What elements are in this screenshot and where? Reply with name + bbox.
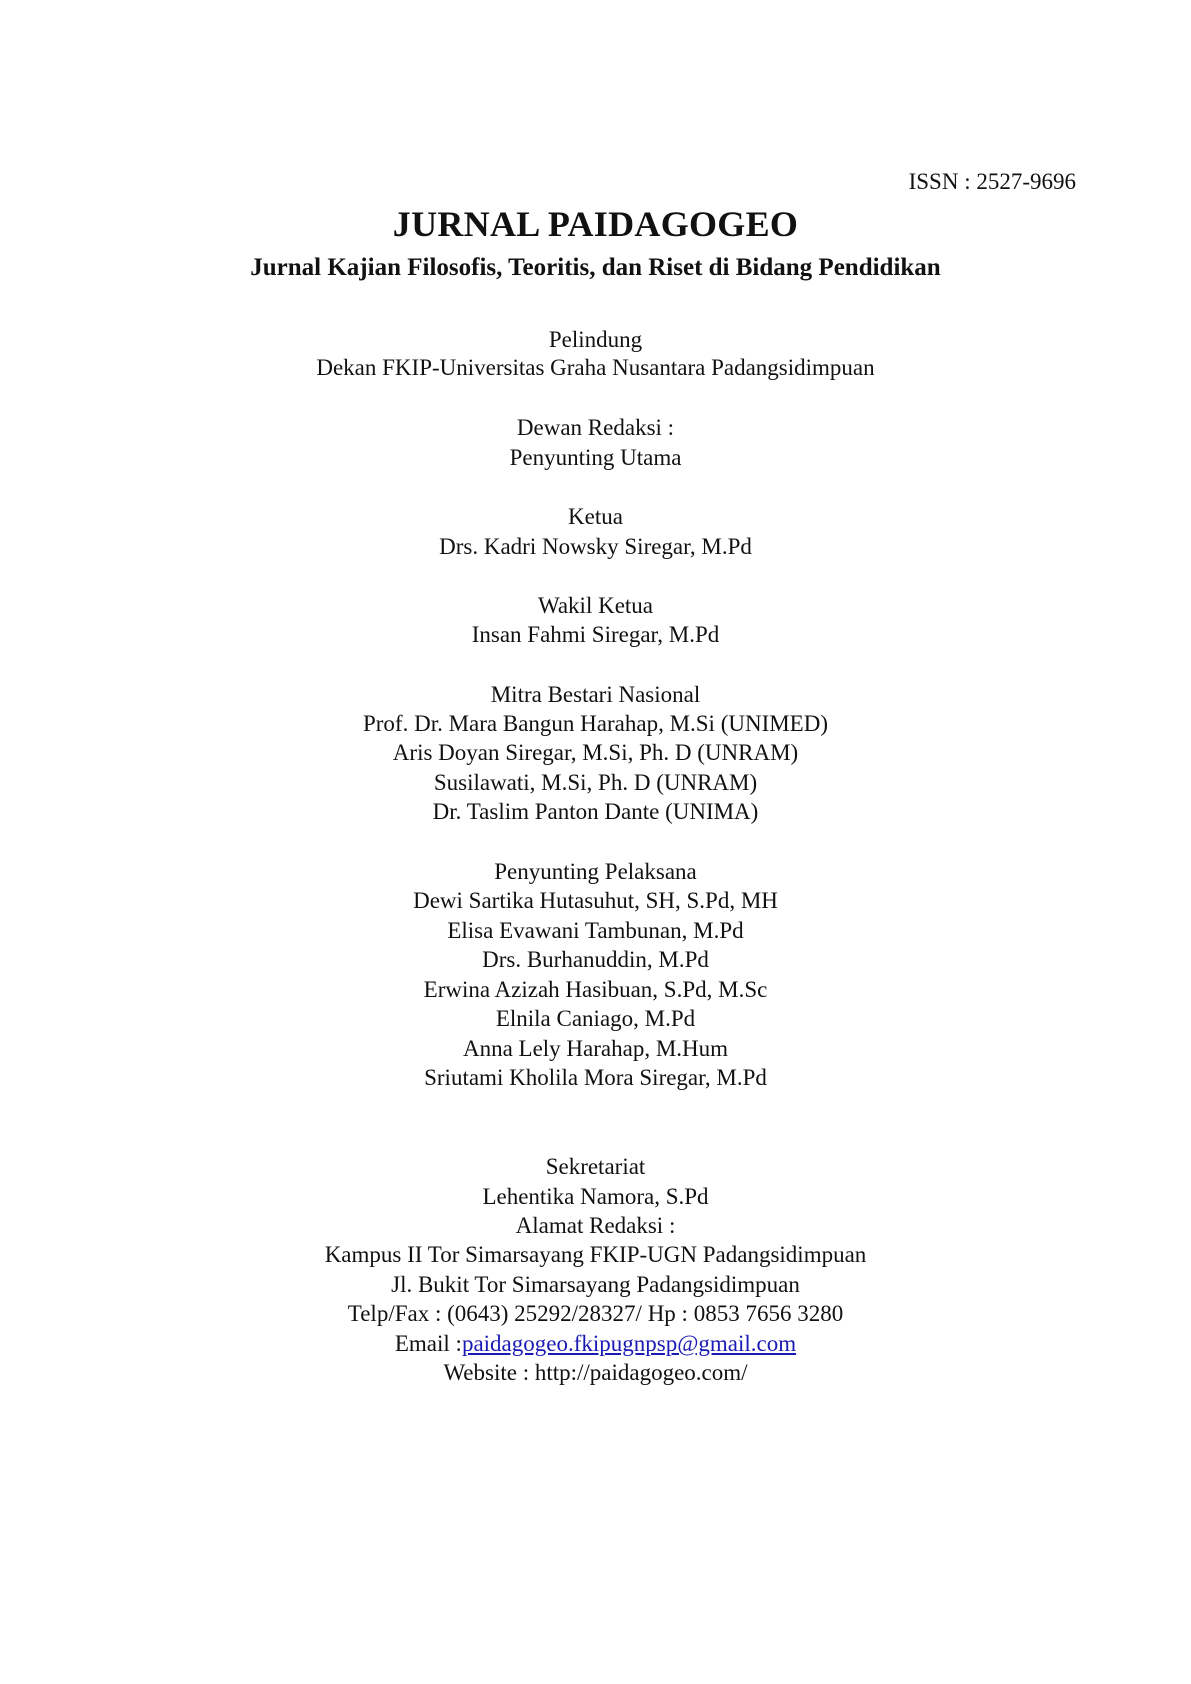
address-line-1: Kampus II Tor Simarsayang FKIP-UGN Padangsidimpuan [324,1242,867,1267]
sekretariat-heading: Sekretariat [545,1154,646,1179]
dewan-redaksi-heading: Dewan Redaksi : [516,415,675,440]
ketua-name: Drs. Kadri Nowsky Siregar, M.Pd [439,534,752,559]
mitra-bestari-member: Susilawati, M.Si, Ph. D (UNRAM) [433,770,758,795]
mitra-bestari-member: Aris Doyan Siregar, M.Si, Ph. D (UNRAM) [392,740,799,765]
mitra-bestari-member: Dr. Taslim Panton Dante (UNIMA) [432,799,759,824]
alamat-heading: Alamat Redaksi : [515,1213,676,1238]
penyunting-pelaksana-member: Elisa Evawani Tambunan, M.Pd [447,918,744,943]
pelindung-name: Dekan FKIP-Universitas Graha Nusantara Padangsidimpuan [316,355,875,380]
phone-line: Telp/Fax : (0643) 25292/28327/ Hp : 0853 7656 3280 [347,1301,844,1326]
email-label: Email : [394,1331,462,1356]
mitra-bestari-heading: Mitra Bestari Nasional [490,682,701,707]
mitra-bestari-member: Prof. Dr. Mara Bangun Harahap, M.Si (UNIMED) [362,711,829,736]
pelindung-heading: Pelindung [548,327,643,352]
journal-title: JURNAL PAIDAGOGEO [392,204,799,244]
penyunting-pelaksana-member: Sriutami Kholila Mora Siregar, M.Pd [424,1065,767,1090]
penyunting-pelaksana-member: Elnila Caniago, M.Pd [495,1006,696,1031]
sekretariat-name: Lehentika Namora, S.Pd [482,1184,709,1209]
email-link[interactable]: paidagogeo.fkipugnpsp@gmail.com [461,1331,797,1356]
ketua-heading: Ketua [568,504,623,529]
wakil-ketua-heading: Wakil Ketua [537,593,654,618]
penyunting-pelaksana-heading: Penyunting Pelaksana [494,859,697,884]
wakil-ketua-name: Insan Fahmi Siregar, M.Pd [471,622,720,647]
penyunting-pelaksana-member: Erwina Azizah Hasibuan, S.Pd, M.Sc [423,977,768,1002]
journal-subtitle: Jurnal Kajian Filosofis, Teoritis, dan Riset di Bidang Pendidikan [250,254,941,281]
penyunting-pelaksana-member: Dewi Sartika Hutasuhut, SH, S.Pd, MH [413,888,778,913]
issn-label: ISSN : 2527-9696 [908,169,1076,194]
website-line: Website : http://paidagogeo.com/ [443,1360,748,1385]
penyunting-pelaksana-member: Drs. Burhanuddin, M.Pd [482,947,709,972]
penyunting-pelaksana-member: Anna Lely Harahap, M.Hum [462,1036,729,1061]
email-line [0,1329,1191,1359]
penyunting-utama-heading: Penyunting Utama [509,445,682,470]
address-line-2: Jl. Bukit Tor Simarsayang Padangsidimpuan [391,1272,800,1297]
